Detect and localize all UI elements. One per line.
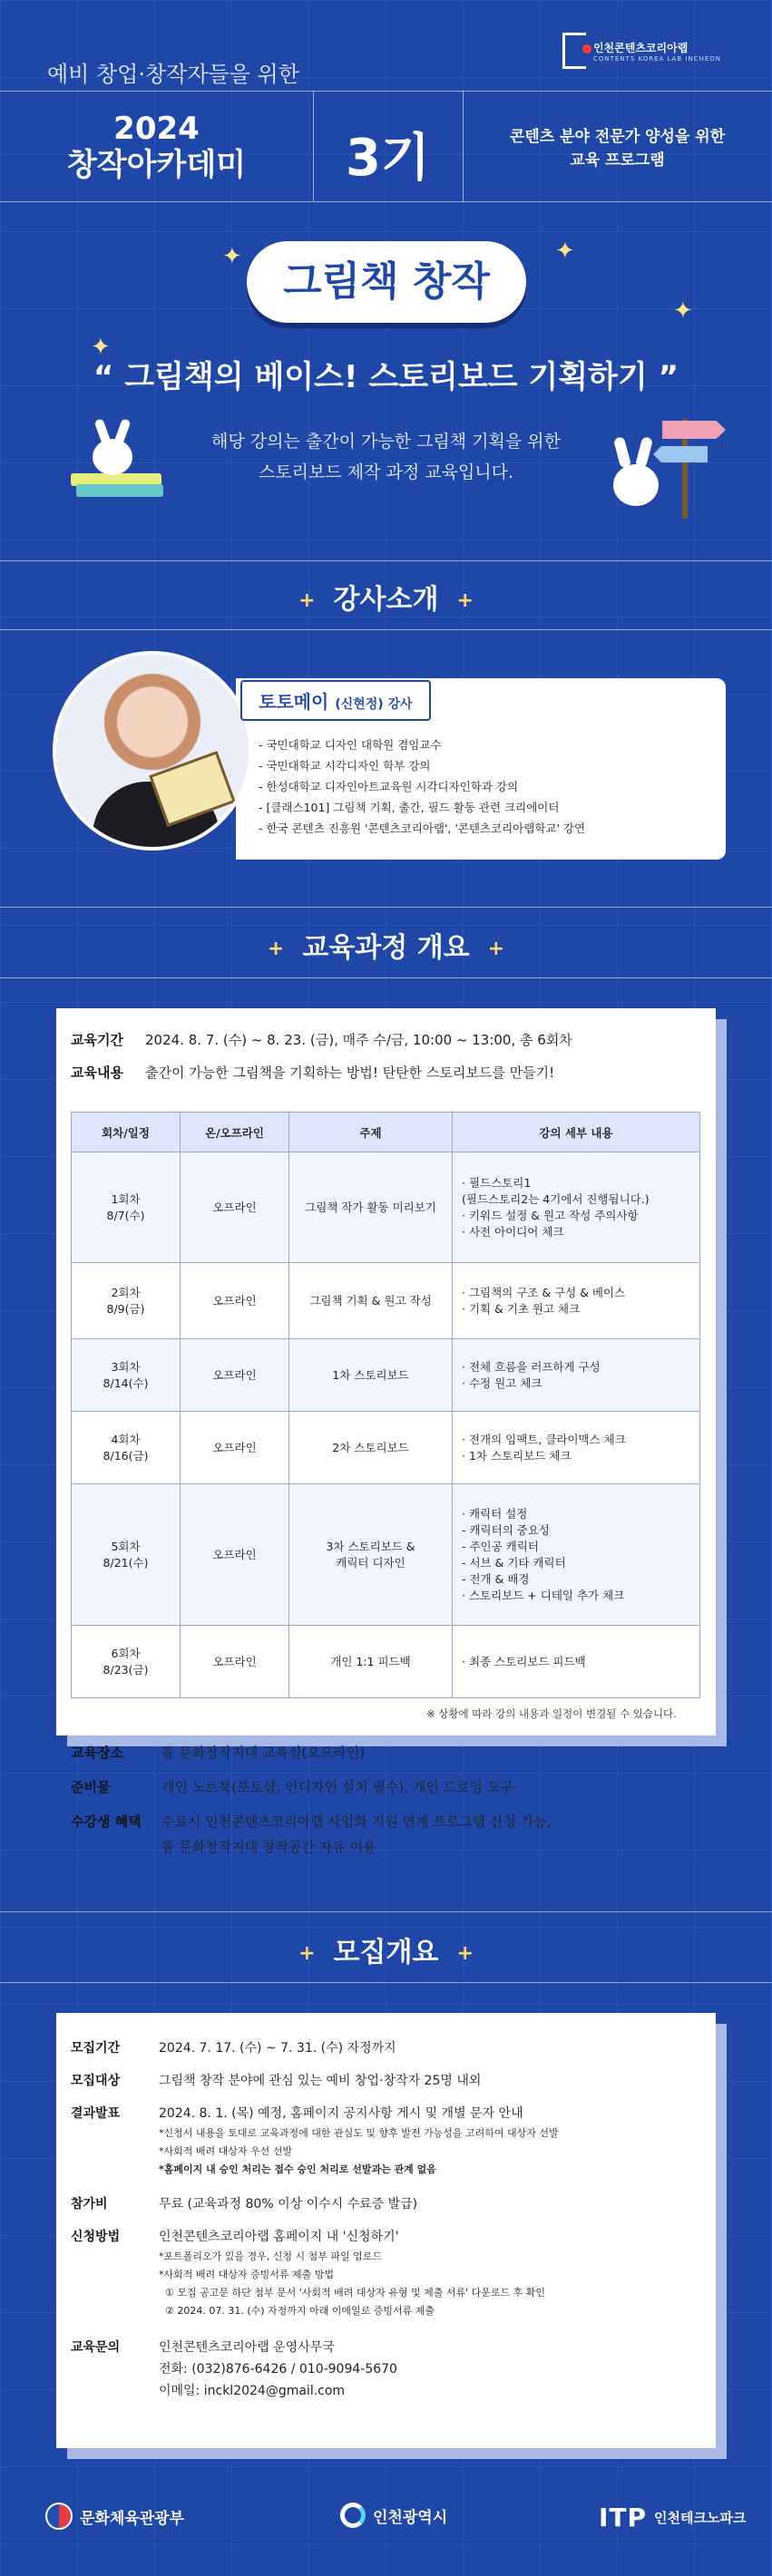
- schedule-table: [71, 1112, 700, 1698]
- footer-org3: 인천테크노파크: [654, 2510, 747, 2526]
- rabbit-books-illustration: [71, 419, 171, 501]
- details-cell: · 캐릭터 설정 - 캐릭터의 중요성 - 주인공 캐릭터 - 서브 & 기타 캐릭터 - 전개 & 배경 · 스토리보드 + 디테일 추가 체크: [453, 1484, 700, 1626]
- header-right-line2: 교육 프로그램: [570, 151, 665, 170]
- session-cell: 2회차 8/9(금): [72, 1263, 181, 1339]
- header-year-block: [0, 111, 313, 183]
- table-row: [72, 1484, 700, 1626]
- schedule-note: ※ 상황에 따라 강의 내용과 일정이 변경될 수 있습니다.: [426, 1707, 677, 1720]
- topic-cell: 그림책 작가 활동 미리보기: [289, 1152, 453, 1263]
- lecturer-career-list: [259, 734, 712, 839]
- inckl-logo-icon: [562, 33, 586, 69]
- benefit-label: 수강생 혜택: [71, 1813, 142, 1830]
- apply-value: 인천콘텐츠코리아랩 홈페이지 내 '신청하기': [159, 2230, 399, 2244]
- footer-org1: 문화체육관광부: [80, 2509, 184, 2528]
- plus-icon: +: [298, 1942, 316, 1965]
- result-note: *신청서 내용을 토대로 교육과정에 대한 관심도 및 향후 발전 가능성을 고려하여 대상자 선발: [159, 2127, 559, 2139]
- divider: [0, 91, 772, 92]
- result-note: *홈페이지 내 승인 처리는 접수 승인 처리로 선발과는 관계 없음: [159, 2163, 436, 2175]
- fee-label: 참가비: [71, 2197, 108, 2211]
- career-item: - 한국 콘텐츠 진흥원 '콘텐츠코리아랩', '콘텐츠코리아랩학교' 강연: [259, 821, 586, 835]
- recruit-period-label: 모집기간: [71, 2041, 121, 2056]
- intro-line1: 해당 강의는 출간이 가능한 그림책 기획을 위한: [211, 432, 561, 452]
- result-value: 2024. 8. 1. (목) 예정, 홈페이지 공지사항 게시 및 개별 문자 안내: [159, 2106, 523, 2121]
- inckl-logo: [562, 33, 721, 69]
- divider: [0, 201, 772, 202]
- content-value: 출간이 가능한 그림책을 기획하는 방법! 탄탄한 스토리보드를 만들기!: [145, 1064, 555, 1081]
- header-generation: 3기: [345, 129, 431, 188]
- itp-mark: ITP: [599, 2503, 648, 2532]
- career-item: - 국민대학교 시각디자인 학부 강의: [259, 759, 431, 773]
- header-academy: 창작아카데미: [66, 147, 247, 183]
- details-cell: · 전개의 임팩트, 클라이맥스 체크 · 1차 스토리보드 체크: [453, 1412, 700, 1484]
- content-label: 교육내용: [71, 1064, 123, 1081]
- logo-sub: CONTENTS KOREA LAB INCHEON: [592, 54, 721, 63]
- course-quote: “ 그림책의 베이스! 스토리보드 기획하기 ”: [93, 359, 679, 395]
- lecturer-photo: [53, 651, 252, 851]
- prep-label: 준비물: [71, 1779, 111, 1795]
- prep-value: 개인 노트북(포토샵, 인디자인 설치 필수), 개인 드로잉 도구: [161, 1779, 513, 1795]
- table-header: 강의 세부 내용: [453, 1113, 700, 1152]
- details-cell: · 최종 스토리보드 피드백: [453, 1626, 700, 1698]
- intro-line2: 스토리보드 제작 과정 교육입니다.: [258, 462, 514, 482]
- contact-label: 교육문의: [71, 2340, 121, 2355]
- sparkle-icon: ✦: [673, 297, 693, 325]
- footer-org2: 인천광역시: [373, 2508, 448, 2527]
- course-title: 그림책 창작: [247, 241, 526, 323]
- sparkle-icon: ✦: [222, 243, 242, 270]
- overview-section-label: 교육과정 개요: [302, 932, 470, 964]
- result-label: 결과발표: [71, 2106, 121, 2121]
- plus-icon: +: [267, 938, 285, 960]
- career-item: - [클래스101] 그림책 기획, 출간, 필드 활동 관련 크리에이터: [259, 801, 560, 814]
- apply-note: ① 모집 공고문 하단 첨부 문서 '사회적 배려 대상자 유형 및 제출 서류' 다운로드 후 확인: [165, 2287, 546, 2299]
- session-cell: 6회차 8/23(금): [72, 1626, 181, 1698]
- header-right-block: [463, 125, 772, 172]
- recruit-period-value: 2024. 7. 17. (수) ~ 7. 31. (수) 자정까지: [159, 2041, 396, 2056]
- career-item: - 국민대학교 디자인 대학원 겸임교수: [259, 738, 442, 752]
- session-cell: 5회차 8/21(수): [72, 1484, 181, 1626]
- apply-note: ② 2024. 07. 31. (수) 자정까지 아래 이메일로 증빙서류 제출: [165, 2305, 435, 2317]
- topic-cell: 개인 1:1 피드백: [289, 1626, 453, 1698]
- plus-icon: +: [456, 589, 474, 612]
- period-label: 교육기간: [71, 1032, 123, 1048]
- recruit-section-label: 모집개요: [333, 1937, 439, 1968]
- header-right-line1: 콘텐츠 분야 전문가 양성을 위한: [509, 128, 726, 146]
- table-header: 주제: [289, 1113, 453, 1152]
- table-row: [72, 1152, 700, 1263]
- apply-label: 신청방법: [71, 2230, 121, 2244]
- session-cell: 1회차 8/7(수): [72, 1152, 181, 1263]
- contact-line1: 인천콘텐츠코리아랩 운영사무국: [159, 2340, 335, 2355]
- recruit-target-value: 그림책 창작 분야에 관심 있는 예비 창업·창작자 25명 내외: [159, 2074, 482, 2088]
- table-row: [72, 1412, 700, 1484]
- table-row: [72, 1263, 700, 1339]
- mcst-logo: [45, 2503, 184, 2530]
- divider: [0, 560, 772, 561]
- mode-cell: 오프라인: [181, 1484, 289, 1626]
- lecturer-section-title: [0, 577, 772, 617]
- divider: [0, 1911, 772, 1912]
- table-row: [72, 1626, 700, 1698]
- benefit-line1: 수료시 인천콘텐츠코리아랩 사업화 지원 연계 프로그램 신청 가능,: [161, 1813, 552, 1830]
- period-value: 2024. 8. 7. (수) ~ 8. 23. (금), 매주 수/금, 10:00 ~ 13:00, 총 6회차: [145, 1032, 572, 1048]
- details-cell: · 전체 흐름을 러프하게 구성 · 수정 원고 체크: [453, 1339, 700, 1412]
- place-label: 교육장소: [71, 1745, 123, 1761]
- divider: [0, 629, 772, 630]
- session-cell: 3회차 8/14(수): [72, 1339, 181, 1412]
- topic-cell: 1차 스토리보드: [289, 1339, 453, 1412]
- divider: [0, 1982, 772, 1983]
- benefit-line2: 틈 문화창작지대 창작공간 자유 이용: [161, 1839, 376, 1855]
- lecturer-name: 토토메이: [259, 691, 329, 713]
- career-item: - 한성대학교 디자인아트교육원 시각디자인학과 강의: [259, 780, 519, 793]
- contact-email[interactable]: 이메일: inckl2024@gmail.com: [159, 2384, 346, 2398]
- table-header: 온/오프라인: [181, 1113, 289, 1152]
- divider: [0, 977, 772, 978]
- topic-cell: 그림책 기획 & 원고 작성: [289, 1263, 453, 1339]
- incheon-logo: [340, 2503, 447, 2528]
- korea-gov-emblem-icon: [45, 2503, 73, 2530]
- header-subtitle: 예비 창업·창작자들을 위한: [47, 62, 299, 87]
- lecturer-name-tag: [240, 680, 431, 721]
- mode-cell: 오프라인: [181, 1152, 289, 1263]
- fee-value: 무료 (교육과정 80% 이상 이수시 수료증 발급): [159, 2197, 418, 2211]
- topic-cell: 2차 스토리보드: [289, 1412, 453, 1484]
- details-cell: · 그림책의 구조 & 구성 & 베이스 · 기획 & 기초 원고 체크: [453, 1263, 700, 1339]
- mode-cell: 오프라인: [181, 1626, 289, 1698]
- overview-section-title: [0, 925, 772, 965]
- plus-icon: +: [487, 938, 505, 960]
- recruit-section-title: [0, 1930, 772, 1969]
- rabbit-signpost-illustration: [599, 419, 735, 528]
- lecturer-section-label: 강사소개: [333, 584, 439, 616]
- mode-cell: 오프라인: [181, 1412, 289, 1484]
- contact-phone: 전화: (032)876-6426 / 010-9094-5670: [159, 2362, 397, 2377]
- place-value: 틈 문화창작지대 교육실(오프라인): [161, 1745, 366, 1761]
- incheon-emblem-icon: [340, 2503, 366, 2528]
- result-note: *사회적 배려 대상자 우선 선발: [159, 2145, 292, 2157]
- table-row: [72, 1339, 700, 1412]
- apply-note: *포트폴리오가 있을 경우, 신청 시 첨부 파일 업로드: [159, 2250, 382, 2262]
- mode-cell: 오프라인: [181, 1339, 289, 1412]
- itp-logo: [599, 2503, 746, 2532]
- table-header: 회차/일정: [72, 1113, 181, 1152]
- details-cell: · 필드스토리1 (필드스토리2는 4기에서 진행됩니다.) · 키워드 설정 & 원고 작성 주의사항 · 사전 아이디어 체크: [453, 1152, 700, 1263]
- apply-note: *사회적 배려 대상자 증빙서류 제출 방법: [159, 2269, 334, 2280]
- lecturer-name-detail: (신현정) 강사: [335, 697, 413, 712]
- plus-icon: +: [456, 1942, 474, 1965]
- divider: [0, 907, 772, 908]
- sparkle-icon: ✦: [555, 238, 575, 265]
- topic-cell: 3차 스토리보드 & 캐릭터 디자인: [289, 1484, 453, 1626]
- logo-name: 인천콘텐츠코리아랩: [592, 41, 689, 54]
- mode-cell: 오프라인: [181, 1263, 289, 1339]
- plus-icon: +: [298, 589, 316, 612]
- header-year: 2024: [113, 111, 200, 147]
- sparkle-icon: ✦: [91, 334, 111, 361]
- session-cell: 4회차 8/16(금): [72, 1412, 181, 1484]
- recruit-target-label: 모집대상: [71, 2074, 121, 2088]
